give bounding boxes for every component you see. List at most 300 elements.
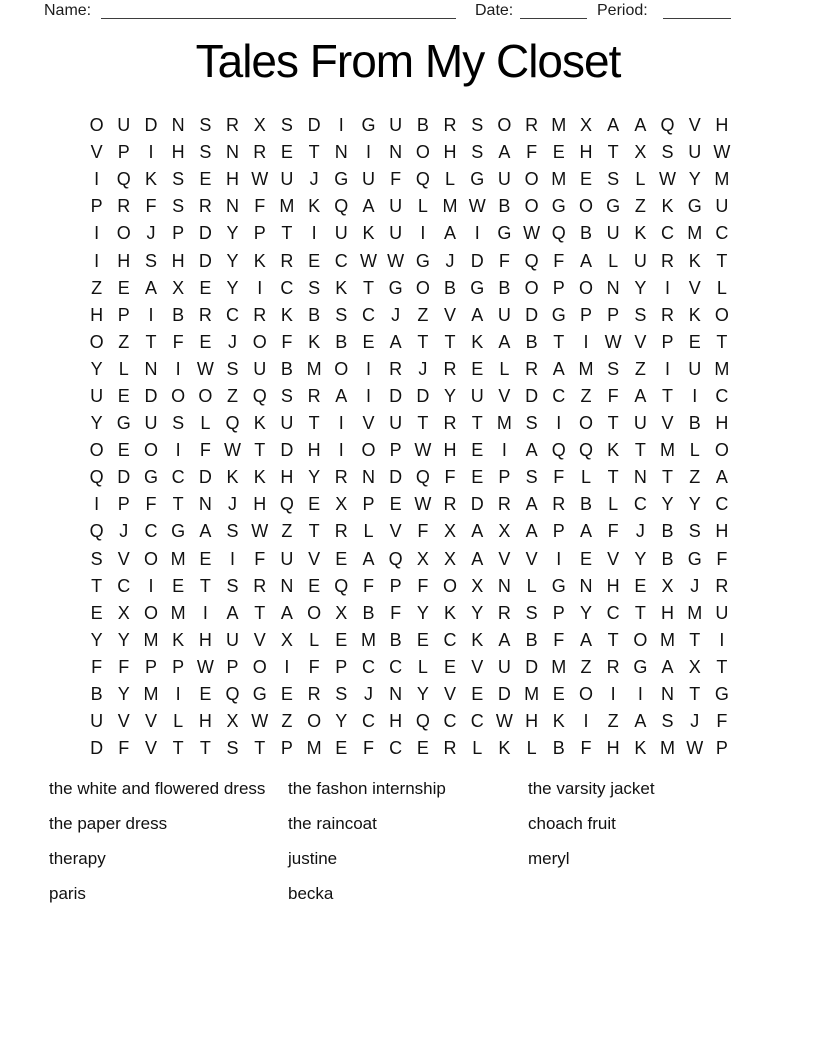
grid-letter: L: [363, 521, 374, 542]
grid-letter: F: [580, 738, 592, 759]
period-blank-line: [663, 1, 731, 19]
grid-letter: K: [308, 196, 321, 217]
grid-letter: O: [714, 304, 729, 325]
grid-letter: X: [444, 521, 457, 542]
grid-letter: O: [143, 440, 158, 461]
grid-letter: S: [199, 142, 212, 163]
grid-letter: J: [635, 521, 645, 542]
grid-letter: Q: [388, 548, 403, 569]
grid-letter: N: [171, 115, 185, 136]
grid-letter: L: [689, 440, 700, 461]
grid-letter: X: [172, 277, 185, 298]
grid-letter: I: [284, 656, 290, 677]
grid-letter: Q: [252, 385, 267, 406]
grid-letter: J: [418, 358, 428, 379]
grid-letter: N: [389, 142, 403, 163]
grid-letter: R: [497, 602, 511, 623]
grid-letter: G: [143, 467, 158, 488]
grid-letter: A: [471, 548, 484, 569]
grid-letter: O: [307, 602, 322, 623]
grid-letter: I: [665, 277, 671, 298]
grid-letter: H: [226, 169, 240, 190]
grid-letter: K: [634, 223, 647, 244]
grid-letter: V: [607, 548, 620, 569]
grid-letter: H: [443, 440, 457, 461]
date-blank-line: [520, 1, 587, 19]
grid-letter: H: [307, 440, 321, 461]
grid-letter: E: [199, 277, 212, 298]
grid-letter: D: [198, 223, 212, 244]
grid-letter: J: [445, 250, 455, 271]
grid-letter: K: [253, 413, 266, 434]
grid-letter: T: [607, 142, 619, 163]
grid-letter: D: [117, 467, 131, 488]
grid-letter: O: [198, 385, 213, 406]
grid-letter: S: [199, 115, 212, 136]
grid-letter: R: [443, 115, 457, 136]
grid-letter: V: [90, 142, 103, 163]
grid-letter: J: [228, 331, 238, 352]
grid-letter: C: [470, 711, 484, 732]
word-list-item: becka: [288, 884, 334, 903]
grid-letter: O: [524, 277, 539, 298]
grid-letter: Z: [634, 196, 646, 217]
grid-letter: F: [308, 656, 320, 677]
grid-letter: R: [525, 115, 539, 136]
grid-letter: E: [688, 331, 701, 352]
grid-letter: H: [171, 250, 185, 271]
grid-letter: G: [551, 575, 566, 596]
grid-letter: Q: [116, 169, 131, 190]
grid-letter: T: [417, 413, 429, 434]
grid-letter: E: [552, 142, 565, 163]
grid-letter: S: [607, 358, 620, 379]
grid-letter: N: [579, 575, 593, 596]
word-list-item: meryl: [528, 849, 570, 868]
grid-letter: I: [148, 304, 154, 325]
grid-letter: D: [198, 467, 212, 488]
grid-letter: U: [280, 548, 294, 569]
grid-letter: E: [444, 656, 457, 677]
grid-letter: N: [334, 142, 348, 163]
grid-letter: U: [253, 358, 267, 379]
grid-letter: U: [633, 413, 647, 434]
grid-letter: Y: [444, 385, 457, 406]
grid-letter: T: [716, 250, 728, 271]
grid-letter: P: [607, 304, 620, 325]
grid-letter: O: [307, 711, 322, 732]
grid-letter: P: [172, 656, 185, 677]
grid-letter: I: [501, 440, 507, 461]
grid-letter: V: [688, 115, 701, 136]
grid-letter: H: [117, 250, 131, 271]
grid-letter: A: [579, 250, 592, 271]
grid-letter: E: [362, 331, 375, 352]
grid-letter: T: [254, 738, 266, 759]
grid-letter: S: [607, 169, 620, 190]
grid-letter: G: [252, 684, 267, 705]
grid-letter: T: [362, 277, 374, 298]
grid-letter: C: [361, 304, 375, 325]
grid-letter: M: [551, 115, 567, 136]
grid-letter: C: [661, 223, 675, 244]
grid-letter: I: [365, 142, 371, 163]
grid-letter: P: [335, 656, 348, 677]
grid-letter: L: [499, 358, 510, 379]
grid-letter: Y: [634, 277, 647, 298]
grid-letter: Y: [335, 711, 348, 732]
grid-letter: D: [525, 304, 539, 325]
grid-letter: Y: [117, 629, 130, 650]
grid-letter: S: [280, 385, 293, 406]
grid-letter: R: [334, 521, 348, 542]
grid-letter: W: [196, 656, 214, 677]
grid-letter: T: [254, 602, 266, 623]
grid-letter: O: [578, 277, 593, 298]
grid-letter: R: [198, 304, 212, 325]
grid-letter: L: [716, 277, 727, 298]
grid-letter: K: [226, 467, 239, 488]
grid-letter: S: [172, 169, 185, 190]
grid-letter: S: [226, 358, 239, 379]
grid-letter: T: [444, 331, 456, 352]
grid-letter: F: [716, 548, 728, 569]
grid-letter: F: [607, 521, 619, 542]
grid-letter: D: [307, 115, 321, 136]
grid-letter: C: [552, 385, 566, 406]
grid-letter: E: [199, 684, 212, 705]
grid-letter: S: [471, 142, 484, 163]
grid-letter: J: [391, 304, 401, 325]
grid-letter: A: [634, 385, 647, 406]
grid-letter: M: [687, 602, 703, 623]
grid-letter: C: [443, 629, 457, 650]
grid-letter: J: [690, 711, 700, 732]
grid-letter: F: [553, 250, 565, 271]
grid-letter: U: [633, 250, 647, 271]
grid-letter: R: [443, 738, 457, 759]
grid-letter: H: [579, 142, 593, 163]
grid-letter: U: [389, 196, 403, 217]
grid-letter: U: [361, 169, 375, 190]
word-list-item: justine: [288, 849, 338, 868]
grid-letter: U: [389, 413, 403, 434]
grid-letter: O: [497, 115, 512, 136]
grid-letter: K: [552, 711, 565, 732]
grid-letter: T: [634, 602, 646, 623]
grid-letter: Y: [688, 494, 701, 515]
grid-letter: P: [389, 575, 402, 596]
grid-letter: R: [661, 304, 675, 325]
grid-letter: O: [361, 440, 376, 461]
grid-letter: R: [715, 575, 729, 596]
grid-letter: U: [688, 358, 702, 379]
grid-letter: O: [578, 413, 593, 434]
grid-letter: I: [365, 385, 371, 406]
grid-letter: I: [94, 169, 100, 190]
grid-letter: A: [525, 494, 538, 515]
grid-letter: J: [119, 521, 129, 542]
grid-letter: P: [715, 738, 728, 759]
grid-letter: U: [715, 602, 729, 623]
grid-letter: Y: [688, 169, 701, 190]
grid-letter: T: [254, 440, 266, 461]
grid-letter: W: [523, 223, 541, 244]
grid-letter: X: [280, 629, 293, 650]
grid-letter: Q: [524, 250, 539, 271]
grid-letter: I: [148, 575, 154, 596]
grid-letter: A: [199, 521, 212, 542]
grid-letter: Z: [607, 711, 619, 732]
grid-letter: A: [579, 629, 592, 650]
grid-letter: F: [281, 331, 293, 352]
grid-letter: U: [497, 304, 511, 325]
grid-letter: E: [117, 385, 130, 406]
grid-letter: W: [251, 521, 269, 542]
grid-letter: J: [146, 223, 156, 244]
grid-letter: R: [253, 142, 267, 163]
grid-letter: N: [144, 358, 158, 379]
grid-letter: P: [498, 467, 511, 488]
grid-letter: G: [470, 169, 485, 190]
grid-letter: E: [471, 684, 484, 705]
grid-letter: U: [117, 115, 131, 136]
grid-letter: E: [335, 629, 348, 650]
grid-letter: O: [633, 629, 648, 650]
grid-letter: A: [498, 629, 511, 650]
grid-letter: L: [526, 738, 537, 759]
grid-letter: X: [471, 575, 484, 596]
grid-letter: F: [553, 629, 565, 650]
grid-letter: F: [145, 196, 157, 217]
grid-letter: R: [226, 115, 240, 136]
grid-letter: V: [308, 548, 321, 569]
word-list-item: the raincoat: [288, 814, 377, 833]
grid-letter: Z: [634, 358, 646, 379]
grid-letter: I: [175, 684, 181, 705]
grid-letter: R: [280, 250, 294, 271]
grid-letter: L: [580, 467, 591, 488]
grid-letter: Q: [660, 115, 675, 136]
grid-letter: K: [280, 304, 293, 325]
grid-letter: H: [525, 711, 539, 732]
grid-letter: V: [661, 413, 674, 434]
grid-letter: W: [251, 169, 269, 190]
grid-letter: Q: [225, 684, 240, 705]
grid-letter: Q: [415, 711, 430, 732]
grid-letter: F: [498, 250, 510, 271]
grid-letter: A: [634, 711, 647, 732]
grid-letter: M: [143, 684, 159, 705]
grid-letter: O: [143, 548, 158, 569]
grid-letter: U: [280, 413, 294, 434]
grid-letter: A: [525, 521, 538, 542]
grid-letter: A: [335, 385, 348, 406]
grid-letter: E: [416, 738, 429, 759]
grid-letter: P: [253, 223, 266, 244]
grid-letter: T: [199, 738, 211, 759]
grid-letter: A: [362, 196, 375, 217]
grid-letter: Y: [226, 223, 239, 244]
grid-letter: G: [361, 115, 376, 136]
grid-letter: W: [414, 440, 432, 461]
grid-letter: R: [443, 413, 457, 434]
grid-letter: I: [556, 413, 562, 434]
grid-letter: A: [389, 331, 402, 352]
grid-letter: N: [198, 494, 212, 515]
grid-letter: V: [471, 656, 484, 677]
grid-letter: K: [634, 738, 647, 759]
grid-letter: T: [471, 413, 483, 434]
grid-letter: G: [687, 196, 702, 217]
grid-letter: M: [442, 196, 458, 217]
grid-letter: O: [443, 575, 458, 596]
grid-letter: F: [362, 738, 374, 759]
grid-letter: E: [172, 575, 185, 596]
name-blank-line: [101, 1, 456, 19]
grid-letter: D: [416, 385, 430, 406]
grid-letter: U: [606, 223, 620, 244]
grid-letter: Q: [578, 440, 593, 461]
grid-letter: E: [199, 548, 212, 569]
grid-letter: W: [686, 738, 704, 759]
grid-letter: A: [607, 115, 620, 136]
grid-letter: X: [634, 142, 647, 163]
grid-letter: T: [662, 385, 674, 406]
word-list-item: the white and flowered dress: [49, 779, 266, 798]
grid-letter: S: [688, 521, 701, 542]
grid-letter: M: [524, 684, 540, 705]
grid-letter: C: [389, 656, 403, 677]
grid-letter: J: [309, 169, 319, 190]
grid-letter: M: [660, 440, 676, 461]
grid-letter: F: [254, 196, 266, 217]
grid-letter: W: [224, 440, 242, 461]
grid-letter: I: [94, 250, 100, 271]
grid-letter: K: [362, 223, 375, 244]
grid-letter: L: [526, 575, 537, 596]
grid-letter: X: [226, 711, 239, 732]
grid-letter: I: [230, 548, 236, 569]
grid-letter: C: [171, 467, 185, 488]
grid-letter: U: [497, 656, 511, 677]
word-list-item: choach fruit: [528, 814, 616, 833]
grid-letter: E: [416, 629, 429, 650]
grid-letter: A: [471, 304, 484, 325]
grid-letter: C: [389, 738, 403, 759]
grid-letter: E: [579, 169, 592, 190]
grid-letter: L: [173, 711, 184, 732]
grid-letter: F: [390, 169, 402, 190]
grid-letter: S: [471, 115, 484, 136]
grid-letter: R: [443, 494, 457, 515]
grid-letter: I: [148, 142, 154, 163]
grid-letter: C: [226, 304, 240, 325]
grid-letter: F: [118, 738, 130, 759]
grid-letter: A: [579, 521, 592, 542]
grid-letter: I: [637, 684, 643, 705]
grid-letter: E: [552, 684, 565, 705]
grid-letter: C: [633, 494, 647, 515]
grid-letter: R: [253, 575, 267, 596]
grid-letter: S: [172, 196, 185, 217]
word-list-item: the paper dress: [49, 814, 168, 833]
grid-letter: F: [118, 656, 130, 677]
grid-letter: G: [334, 169, 349, 190]
grid-letter: U: [144, 413, 158, 434]
grid-letter: A: [715, 467, 728, 488]
grid-letter: P: [552, 521, 565, 542]
grid-letter: W: [414, 494, 432, 515]
grid-letter: D: [280, 440, 294, 461]
grid-letter: N: [226, 142, 240, 163]
grid-letter: R: [334, 467, 348, 488]
grid-letter: T: [689, 684, 701, 705]
grid-letter: Q: [279, 494, 294, 515]
grid-letter: C: [334, 250, 348, 271]
grid-letter: W: [387, 250, 405, 271]
grid-letter: H: [443, 142, 457, 163]
grid-letter: F: [716, 711, 728, 732]
grid-letter: L: [417, 656, 428, 677]
grid-letter: T: [308, 413, 320, 434]
grid-letter: A: [634, 115, 647, 136]
word-list-item: therapy: [49, 849, 106, 868]
grid-letter: D: [525, 385, 539, 406]
grid-letter: F: [172, 331, 184, 352]
grid-letter: B: [444, 277, 457, 298]
grid-letter: T: [607, 629, 619, 650]
grid-letter: S: [280, 115, 293, 136]
grid-letter: O: [524, 196, 539, 217]
grid-letter: N: [661, 684, 675, 705]
grid-letter: G: [470, 277, 485, 298]
grid-letter: D: [525, 656, 539, 677]
grid-letter: K: [253, 250, 266, 271]
grid-letter: E: [335, 738, 348, 759]
grid-letter: H: [198, 711, 212, 732]
grid-letter: Y: [416, 602, 429, 623]
grid-letter: K: [172, 629, 185, 650]
grid-letter: R: [525, 358, 539, 379]
grid-letter: M: [306, 738, 322, 759]
grid-letter: I: [365, 358, 371, 379]
grid-letter: O: [116, 223, 131, 244]
grid-letter: S: [661, 142, 674, 163]
grid-letter: Z: [227, 385, 239, 406]
grid-letter: I: [692, 385, 698, 406]
grid-letter: Y: [226, 277, 239, 298]
grid-letter: F: [91, 656, 103, 677]
grid-letter: P: [117, 494, 130, 515]
grid-letter: M: [496, 413, 512, 434]
grid-letter: F: [390, 602, 402, 623]
grid-letter: O: [252, 656, 267, 677]
grid-letter: T: [716, 331, 728, 352]
grid-letter: S: [172, 413, 185, 434]
grid-letter: X: [444, 548, 457, 569]
grid-letter: W: [196, 358, 214, 379]
grid-letter: P: [226, 656, 239, 677]
grid-letter: Q: [89, 521, 104, 542]
grid-letter: M: [143, 629, 159, 650]
word-list-item: paris: [49, 884, 86, 903]
grid-letter: U: [226, 629, 240, 650]
grid-letter: S: [226, 738, 239, 759]
grid-letter: E: [280, 684, 293, 705]
grid-letter: S: [525, 413, 538, 434]
grid-letter: F: [254, 548, 266, 569]
